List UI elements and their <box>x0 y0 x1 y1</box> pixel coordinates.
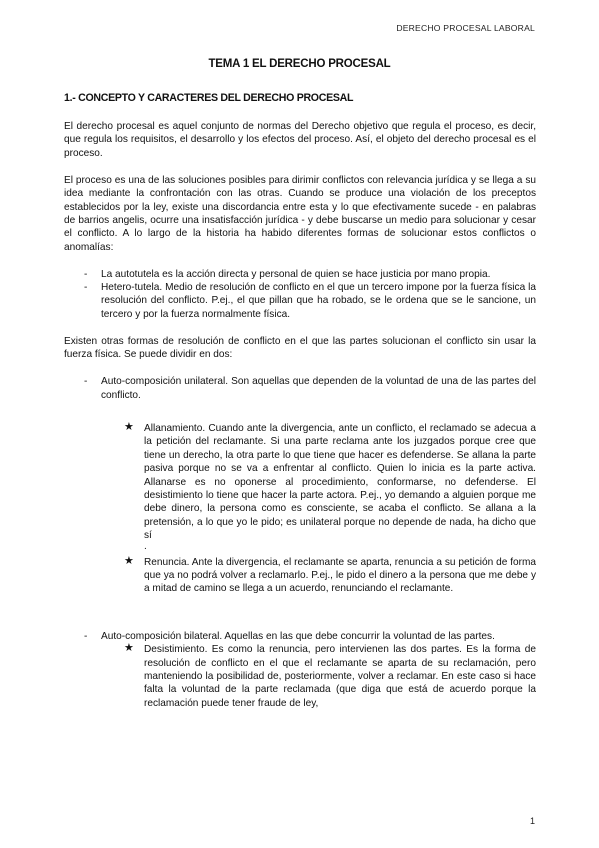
list-item-text: La autotutela es la acción directa y personal de quien se hace justicia por mano propia. <box>101 268 491 280</box>
star-bullet-icon: ★ <box>124 642 134 655</box>
sub-item-desistimiento <box>64 643 536 710</box>
list-item-unilateral <box>64 375 536 402</box>
list-item-autotutela <box>64 268 536 281</box>
autocomposicion-unilateral-list <box>64 375 536 402</box>
paragraph-proceso: El proceso es una de las soluciones posibles para dirimir conflictos con relevancia jurídica y se llega a su idea mediante la confrontación con las otras. Cuando se produce una violación de los preceptos establecidos por la ley, existe una discordancia entre esta y lo que efectivamente sucede - en palabras de barrios angelis, ocurre una insatisfacción jurídica - y debe buscarse un medio para solucionar y cesar el conflicto. A lo largo de la historia ha habido diferentes formas de solucionar estos conflictos o anomalías: <box>64 174 536 253</box>
star-bullet-icon: ★ <box>124 554 134 567</box>
document-body <box>64 120 536 710</box>
bilateral-sublist <box>64 643 536 710</box>
sub-item-renuncia <box>64 556 536 596</box>
paragraph-definition: El derecho procesal es aquel conjunto de normas del Derecho objetivo que regula el proceso, es decir, que regula los requisitos, el desarrollo y los efectos del proceso. Así, el objeto del derecho procesal es el proceso. <box>64 121 536 159</box>
autocomposicion-bilateral-list <box>64 630 536 643</box>
dash-bullet: - <box>84 630 88 642</box>
document-title: TEMA 1 EL DERECHO PROCESAL <box>208 58 391 70</box>
stray-dot: . <box>144 540 147 552</box>
list-item-text: Auto-composición unilateral. Son aquellas que dependen de la voluntad de una de las partes del conflicto. <box>101 376 536 401</box>
dash-bullet: - <box>84 376 88 388</box>
sub-item-allanamiento <box>64 422 536 543</box>
section-heading: 1.- CONCEPTO Y CARACTERES DEL DERECHO PROCESAL <box>64 92 354 104</box>
dash-bullet: - <box>84 268 88 280</box>
list-item-text: Hetero-tutela. Medio de resolución de conflicto en el que un tercero impone por la fuerza física la resolución del conflicto. P.ej., el que pillan que ha robado, se le ordena que se le sancione, un tercero y por la fuerza normalmente física. <box>101 282 536 320</box>
list-item-bilateral <box>64 630 536 643</box>
sub-item-text: Allanamiento. Cuando ante la divergencia, ante un conflicto, el reclamado se adecua a la petición del reclamante. Si una parte reclama ante los juzgados porque cree que tiene un derecho, la otra parte lo que tiene que hacer es defenderse. Se allana la parte pasiva porque no se va a enfrentar al conflicto. Quien lo inicia es la parte activa. Allanarse es no oponerse al procedimiento, conformarse, no defenderse. El desistimiento lo tiene que hacer la parte actora. P.ej., yo demando a alguien porque me debe dinero, la persona como es consciente, se acaba el conflicto. Se allana a la pretensión, a lo que yo le pido; es unilateral porque no depende de nada, ha dicho que sí <box>144 422 536 542</box>
list-item-text: Auto-composición bilateral. Aquellas en las que debe concurrir la voluntad de las partes. <box>101 630 495 642</box>
unilateral-sublist-2 <box>64 556 536 596</box>
sub-item-text: Desistimiento. Es como la renuncia, pero intervienen las dos partes. Es la forma de resolución de conflicto en el que el reclamante se aparta de su reclamación, pero manteniendo la posibilidad de, posteriormente, volver a reclamar. En este caso si hace falta la voluntad de la parte reclamada (que diga que está de acuerdo porque la reclamación puede tener fraude de ley, <box>144 644 536 709</box>
star-bullet-icon: ★ <box>124 420 134 433</box>
list-item-heterotutela <box>64 281 536 321</box>
conflict-forms-list <box>64 268 536 322</box>
running-header: DERECHO PROCESAL LABORAL <box>396 23 535 33</box>
dash-bullet: - <box>84 282 88 294</box>
paragraph-otras-formas: Existen otras formas de resolución de conflicto en el que las partes solucionan el conflicto sin usar la fuerza física. Se puede dividir en dos: <box>64 335 536 361</box>
page-number: 1 <box>529 816 535 826</box>
unilateral-sublist <box>64 422 536 543</box>
sub-item-text: Renuncia. Ante la divergencia, el reclamante se aparta, renuncia a su petición de forma que ya no podrá volver a reclamarlo. P.ej., le pido el dinero a la persona que me debe y a mitad de camino se llega a un acuerdo, renunciando el reclamante. <box>144 556 536 595</box>
